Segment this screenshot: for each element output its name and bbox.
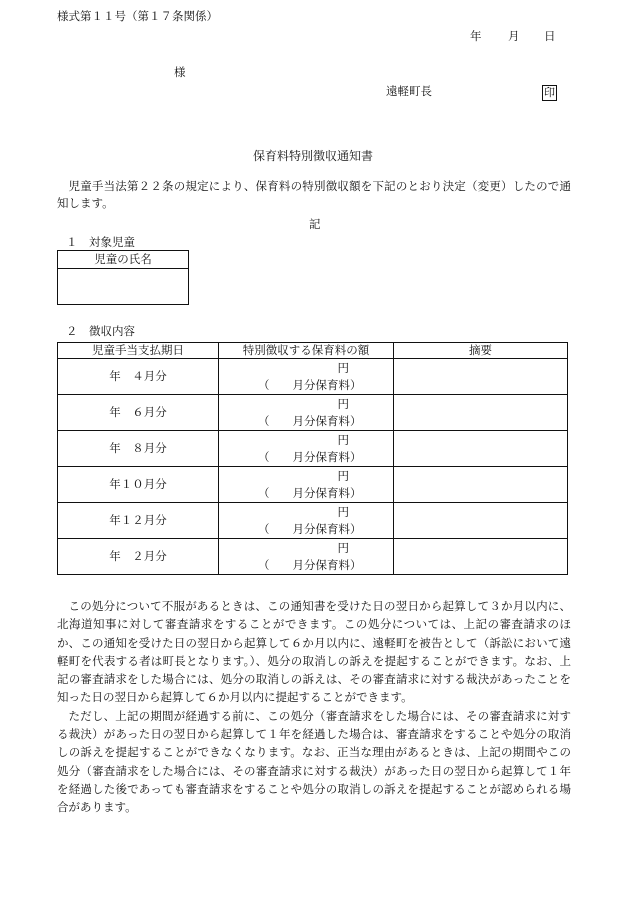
fee-amount-cell bbox=[219, 431, 394, 467]
child-name-header: 児童の氏名 bbox=[58, 251, 189, 269]
payment-period: 年 ４月分 bbox=[58, 359, 219, 395]
child-name-cell bbox=[58, 269, 189, 305]
column-header-payment-date: 児童手当支払期日 bbox=[58, 343, 219, 359]
remarks-cell bbox=[394, 467, 568, 503]
month-note: （ 月分保育料） bbox=[258, 522, 362, 536]
intro-paragraph bbox=[57, 178, 571, 213]
table-row bbox=[58, 503, 568, 539]
month-note: （ 月分保育料） bbox=[258, 414, 362, 428]
date-month: 月 bbox=[508, 29, 520, 43]
remarks-cell bbox=[394, 395, 568, 431]
fee-amount-cell bbox=[219, 395, 394, 431]
fee-table bbox=[57, 342, 568, 575]
yen-label: 円 bbox=[337, 397, 349, 411]
document-title: 保育料特別徴収通知書 bbox=[253, 149, 374, 163]
payment-period: 年１０月分 bbox=[58, 467, 219, 503]
remarks-cell bbox=[394, 503, 568, 539]
yen-label: 円 bbox=[337, 469, 349, 483]
addressee-suffix: 様 bbox=[174, 65, 186, 79]
yen-label: 円 bbox=[337, 361, 349, 375]
payment-period: 年１２月分 bbox=[58, 503, 219, 539]
fee-amount-cell bbox=[219, 359, 394, 395]
fee-amount-cell bbox=[219, 467, 394, 503]
seal-mark bbox=[542, 84, 557, 101]
remarks-cell bbox=[394, 539, 568, 575]
yen-label: 円 bbox=[337, 505, 349, 519]
intro-text: 児童手当法第２２条の規定により、保育料の特別徴収額を下記のとおり決定（変更）したので通知します。 bbox=[57, 179, 571, 211]
notice-paragraph-2: ただし、上記の期間が経過する前に、この処分（審査請求をした場合には、その審査請求に対する裁決）があった日の翌日から起算して１年を経過した場合は、審査請求をすることや処分の取消しの訴えを提起することができなくなります。なお、正当な理由があるときは、上記の期間やこの処分（審査請求をした場合には、その審査請求に対する裁決）があった日の翌日から起算して１年を経過した後であっても審査請求をすることや処分の取消しの訴えを提起することが認められる場合があります。 bbox=[57, 708, 571, 815]
fee-amount-cell bbox=[219, 539, 394, 575]
month-note: （ 月分保育料） bbox=[258, 378, 362, 392]
table-row bbox=[58, 395, 568, 431]
table-row bbox=[58, 539, 568, 575]
yen-label: 円 bbox=[337, 541, 349, 555]
remarks-cell bbox=[394, 359, 568, 395]
table-row bbox=[58, 359, 568, 395]
section2-heading: ２ 徴収内容 bbox=[66, 324, 135, 338]
seal-icon: 印 bbox=[544, 86, 555, 99]
column-header-remarks: 摘要 bbox=[394, 343, 568, 359]
column-header-fee-amount: 特別徴収する保育料の額 bbox=[219, 343, 394, 359]
form-number: 様式第１１号（第１７条関係） bbox=[57, 9, 218, 23]
payment-period: 年 ６月分 bbox=[58, 395, 219, 431]
issuer-name: 遠軽町長 bbox=[386, 84, 432, 98]
yen-label: 円 bbox=[337, 433, 349, 447]
date-year: 年 bbox=[470, 29, 482, 43]
date-day: 日 bbox=[544, 29, 556, 43]
payment-period: 年 ８月分 bbox=[58, 431, 219, 467]
month-note: （ 月分保育料） bbox=[258, 558, 362, 572]
notice-paragraph-1: この処分について不服があるときは、この通知書を受けた日の翌日から起算して３か月以内に、北海道知事に対して審査請求をすることができます。この処分については、上記の審査請求のほか、この通知を受けた日の翌日から起算して６か月以内に、遠軽町を被告として（訴訟において遠軽町を代表する者は町長となります。）、処分の取消しの訴えを提起することができます。なお、上記の審査請求をした場合には、処分の取消しの訴えは、その審査請求に対する裁決があったことを知った日の翌日から起算して６か月以内に提起することができます。 bbox=[57, 599, 571, 705]
appeal-notice bbox=[57, 597, 571, 817]
table-row bbox=[58, 467, 568, 503]
remarks-cell bbox=[394, 431, 568, 467]
table-row bbox=[58, 431, 568, 467]
fee-amount-cell bbox=[219, 503, 394, 539]
payment-period: 年 ２月分 bbox=[58, 539, 219, 575]
ki-label: 記 bbox=[309, 217, 321, 231]
month-note: （ 月分保育料） bbox=[258, 486, 362, 500]
section1-heading: １ 対象児童 bbox=[66, 235, 135, 249]
month-note: （ 月分保育料） bbox=[258, 450, 362, 464]
child-table bbox=[57, 250, 189, 305]
